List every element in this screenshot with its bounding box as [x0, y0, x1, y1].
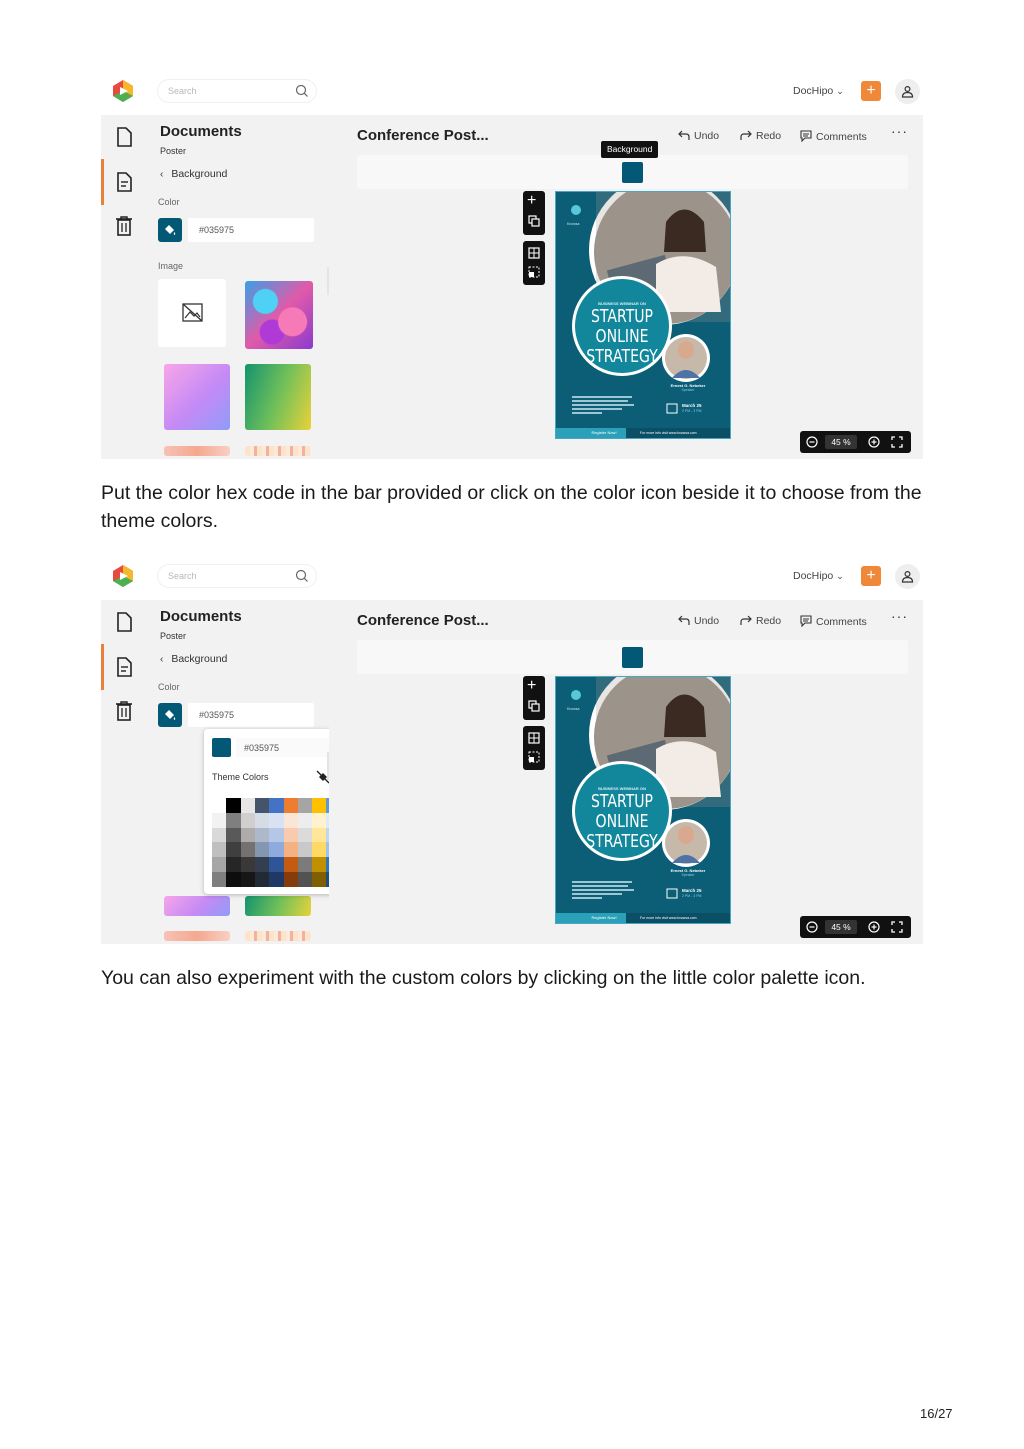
user-avatar-button[interactable] [895, 79, 920, 104]
theme-color-swatch[interactable] [269, 813, 283, 828]
theme-color-swatch[interactable] [226, 842, 240, 857]
theme-color-swatch[interactable] [269, 872, 283, 887]
current-color-swatch[interactable] [212, 738, 231, 757]
back-to-background-link[interactable] [160, 653, 227, 665]
undo-icon [678, 130, 690, 141]
pink-gradient-thumb[interactable] [164, 364, 230, 430]
theme-color-swatch[interactable] [312, 872, 326, 887]
theme-color-swatch[interactable] [269, 842, 283, 857]
element-toolbar [523, 676, 545, 720]
more-info-text: For more info visit www.knowsa.com [640, 431, 697, 435]
panel-subtitle: Poster [160, 631, 187, 641]
canvas-area [329, 600, 923, 944]
theme-color-swatch[interactable] [212, 798, 226, 813]
floral-thumb-a[interactable] [164, 446, 230, 456]
no-image-icon [182, 303, 203, 322]
theme-color-swatch[interactable] [298, 857, 312, 872]
panel-title: Documents [160, 608, 242, 625]
theme-color-swatch[interactable] [298, 828, 312, 843]
theme-color-swatch[interactable] [269, 857, 283, 872]
editor-app [101, 115, 923, 459]
grid-icon[interactable] [528, 247, 540, 259]
speaker-role: Speaker [681, 388, 695, 392]
theme-color-swatch[interactable] [298, 798, 312, 813]
zoom-value[interactable]: 45 % [825, 435, 857, 449]
theme-color-swatch[interactable] [255, 872, 269, 887]
theme-color-swatch[interactable] [298, 872, 312, 887]
background-tooltip: Background [601, 141, 658, 158]
create-new-button[interactable]: + [861, 566, 881, 586]
theme-color-swatch[interactable] [284, 828, 298, 843]
search-icon[interactable] [295, 84, 309, 98]
user-icon [901, 85, 914, 98]
poster-headline-1: STARTUP [590, 306, 654, 327]
theme-color-swatch[interactable] [312, 813, 326, 828]
hex-value: #035975 [199, 225, 235, 235]
zoom-out-icon[interactable] [806, 436, 818, 448]
theme-color-swatch[interactable] [284, 813, 298, 828]
theme-color-swatch[interactable] [312, 828, 326, 843]
hex-input[interactable] [188, 218, 314, 242]
caption-second: You can also experiment with the custom colors by clicking on the little color palette icon. [101, 967, 866, 989]
undo-label: Undo [694, 130, 720, 142]
theme-color-swatch[interactable] [241, 872, 255, 887]
zoom-value[interactable]: 45 % [825, 920, 857, 934]
comments-label: Comments [816, 131, 867, 143]
panel-title: Documents [160, 123, 242, 140]
redo-label: Redo [756, 130, 782, 142]
theme-color-swatch[interactable] [212, 842, 226, 857]
top-bar [101, 79, 923, 115]
zoom-in-icon[interactable] [868, 921, 880, 933]
comments-button[interactable] [800, 615, 867, 628]
theme-color-swatch[interactable] [226, 813, 240, 828]
poster-headline-1: STARTUP [590, 791, 654, 812]
event-time: 2 PM - 3 PM [682, 409, 702, 413]
background-color-swatch[interactable] [622, 647, 643, 668]
top-bar [101, 564, 923, 600]
theme-color-swatch[interactable] [241, 857, 255, 872]
speaker-name: Ernest G. Nebeker [670, 868, 706, 873]
undo-icon [678, 615, 690, 626]
theme-color-swatch[interactable] [226, 798, 240, 813]
redo-button[interactable] [740, 130, 781, 142]
active-indicator [101, 644, 104, 690]
editor-app [101, 600, 923, 944]
user-avatar-button[interactable] [895, 564, 920, 589]
workspace-dropdown[interactable] [793, 85, 844, 97]
theme-color-swatch[interactable] [255, 813, 269, 828]
poster-kicker: BUSINESS WEBINAR ON [598, 786, 646, 791]
document-icon[interactable] [114, 611, 134, 633]
theme-color-swatch[interactable] [298, 842, 312, 857]
comments-label: Comments [816, 616, 867, 628]
poster-headline-2: ONLINE [595, 326, 649, 347]
theme-color-swatch[interactable] [298, 813, 312, 828]
duplicate-icon[interactable] [528, 700, 540, 712]
dochipo-logo-icon[interactable] [111, 79, 135, 103]
page-number: 16/27 [920, 1406, 953, 1421]
no-image-thumb[interactable] [158, 279, 226, 347]
color-picker-button[interactable] [158, 703, 182, 727]
speaker-role: Speaker [681, 873, 695, 877]
redo-button[interactable] [740, 615, 781, 627]
poster-kicker: BUSINESS WEBINAR ON [598, 301, 646, 306]
background-toolbar [357, 155, 908, 189]
register-text: Register Now! [591, 430, 617, 435]
register-text: Register Now! [591, 915, 617, 920]
event-date: March 25 [682, 403, 702, 408]
comment-icon [800, 615, 812, 627]
hex-input[interactable] [188, 703, 314, 727]
screenshot-background-color [101, 79, 923, 459]
document-title[interactable]: Conference Post... [357, 127, 489, 144]
chevron-down-icon: ⌄ [836, 86, 844, 96]
undo-label: Undo [694, 615, 720, 627]
left-rail [101, 115, 147, 459]
poster-canvas[interactable] [555, 191, 731, 439]
comments-button[interactable] [800, 130, 867, 143]
hex-value: #035975 [199, 710, 235, 720]
poster-canvas[interactable] [555, 676, 731, 924]
pink-gradient-thumb[interactable] [164, 896, 230, 916]
workspace-label: DocHipo [793, 85, 834, 97]
select-area-icon[interactable] [528, 751, 540, 763]
create-new-button[interactable]: + [861, 81, 881, 101]
chevron-left-icon: ‹ [160, 169, 164, 180]
theme-color-swatch[interactable] [312, 842, 326, 857]
redo-label: Redo [756, 615, 782, 627]
documents-list-icon[interactable] [114, 656, 134, 678]
duplicate-icon[interactable] [528, 215, 540, 227]
more-info-text: For more info visit www.knowsa.com [640, 916, 697, 920]
fullscreen-icon[interactable] [891, 921, 903, 933]
search-input[interactable] [157, 564, 317, 588]
theme-colors-label: Theme Colors [212, 772, 269, 782]
theme-color-swatch[interactable] [241, 813, 255, 828]
search-icon[interactable] [295, 569, 309, 583]
panel-subtitle: Poster [160, 146, 187, 156]
floral-thumb-b[interactable] [245, 931, 311, 941]
theme-color-swatch[interactable] [241, 842, 255, 857]
search-placeholder: Search [168, 86, 197, 96]
theme-color-swatch[interactable] [284, 857, 298, 872]
caption-first: Put the color hex code in the bar provided or click on the color icon beside it to choose from the theme colors. [101, 482, 922, 532]
document-icon[interactable] [114, 126, 134, 148]
event-time: 2 PM - 3 PM [682, 894, 702, 898]
theme-color-swatch[interactable] [226, 828, 240, 843]
redo-icon [740, 130, 752, 141]
poster-brand: Knowsa [567, 707, 580, 711]
theme-color-swatch[interactable] [255, 798, 269, 813]
theme-color-swatch[interactable] [212, 872, 226, 887]
screenshot-theme-colors [101, 564, 923, 944]
trash-icon[interactable] [114, 700, 134, 722]
floral-thumb-a[interactable] [164, 931, 230, 941]
floral-thumb-b[interactable] [245, 446, 311, 456]
back-label: Background [171, 168, 228, 180]
theme-color-swatch[interactable] [269, 828, 283, 843]
search-input[interactable] [157, 79, 317, 103]
theme-color-swatch[interactable] [255, 857, 269, 872]
document-title[interactable]: Conference Post... [357, 612, 489, 629]
redo-icon [740, 615, 752, 626]
add-icon[interactable]: + [527, 192, 537, 209]
select-area-icon[interactable] [528, 266, 540, 278]
theme-color-swatch[interactable] [212, 813, 226, 828]
grid-icon[interactable] [528, 732, 540, 744]
workspace-label: DocHipo [793, 570, 834, 582]
green-gradient-thumb[interactable] [245, 364, 311, 430]
poster-headline-3: STRATEGY [586, 831, 658, 852]
back-label: Background [171, 653, 228, 665]
undo-button[interactable] [678, 130, 719, 142]
theme-color-swatch[interactable] [241, 798, 255, 813]
paint-bucket-icon [163, 708, 177, 722]
color-picker-button[interactable] [158, 218, 182, 242]
theme-color-swatch[interactable] [284, 842, 298, 857]
theme-color-swatch[interactable] [312, 857, 326, 872]
fullscreen-icon[interactable] [891, 436, 903, 448]
trash-icon[interactable] [114, 215, 134, 237]
documents-list-icon[interactable] [114, 171, 134, 193]
back-to-background-link[interactable] [160, 168, 227, 180]
paint-bucket-icon [163, 223, 177, 237]
theme-color-swatch[interactable] [284, 872, 298, 887]
poster-headline-2: ONLINE [595, 811, 649, 832]
left-rail [101, 600, 147, 944]
bubbles-image-thumb[interactable] [245, 281, 313, 349]
theme-color-swatch[interactable] [312, 798, 326, 813]
color-label: Color [158, 682, 180, 692]
theme-color-swatch[interactable] [284, 798, 298, 813]
theme-color-swatch[interactable] [241, 828, 255, 843]
zoom-control [800, 916, 911, 938]
theme-color-swatch[interactable] [226, 857, 240, 872]
theme-color-swatch[interactable] [212, 828, 226, 843]
poster-brand: Knowsa [567, 222, 580, 226]
theme-color-swatch[interactable] [212, 857, 226, 872]
comment-icon [800, 130, 812, 142]
theme-color-swatch[interactable] [255, 842, 269, 857]
color-label: Color [158, 197, 180, 207]
event-date: March 25 [682, 888, 702, 893]
speaker-name: Ernest G. Nebeker [670, 383, 706, 388]
side-panel [147, 600, 328, 944]
dropdown-hex-value: #035975 [244, 743, 280, 753]
green-gradient-thumb[interactable] [245, 896, 311, 916]
more-options-button[interactable]: ··· [891, 608, 908, 624]
theme-color-swatch[interactable] [226, 872, 240, 887]
user-icon [901, 570, 914, 583]
canvas-area [329, 115, 923, 459]
element-toolbar [523, 191, 545, 235]
add-icon[interactable]: + [527, 677, 537, 694]
search-placeholder: Search [168, 571, 197, 581]
image-label: Image [158, 261, 184, 271]
undo-button[interactable] [678, 615, 719, 627]
theme-color-swatch[interactable] [255, 828, 269, 843]
background-toolbar [357, 640, 908, 674]
dochipo-logo-icon[interactable] [111, 564, 135, 588]
active-indicator [101, 159, 104, 205]
layout-toolbar [523, 241, 545, 285]
side-panel [147, 115, 328, 459]
background-color-swatch[interactable] [622, 162, 643, 183]
chevron-down-icon: ⌄ [836, 571, 844, 581]
chevron-left-icon: ‹ [160, 654, 164, 665]
theme-color-swatch[interactable] [269, 798, 283, 813]
zoom-out-icon[interactable] [806, 921, 818, 933]
poster-headline-3: STRATEGY [586, 346, 658, 367]
zoom-in-icon[interactable] [868, 436, 880, 448]
workspace-dropdown[interactable] [793, 570, 844, 582]
layout-toolbar [523, 726, 545, 770]
zoom-control [800, 431, 911, 453]
more-options-button[interactable]: ··· [891, 123, 908, 139]
